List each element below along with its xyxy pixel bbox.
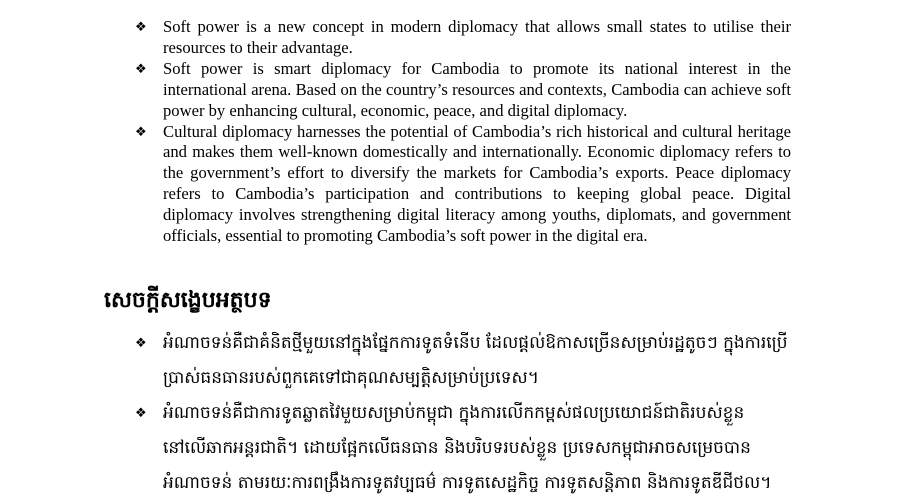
english-summary-list bbox=[135, 17, 791, 247]
diamond-bullet-icon: ❖ bbox=[135, 406, 147, 421]
list-item bbox=[135, 396, 791, 500]
list-item-text: អំណាចទន់គឺជាការទូតឆ្លាតវៃមួយសម្រាប់កម្ពុជា ក្នុងការលើកកម្ពស់ផលប្រយោជន៍ជាតិរបស់ខ្លួននៅលើឆាកអន្តរជាតិ។ ដោយផ្អែកលើធនធាន និងបរិបទរបស់ខ្លួន ប្រទេសកម្ពុជាអាចសម្រេចបានអំណាចទន់ តាមរយៈការពង្រឹងការទូតវប្បធម៌ ការទូតសេដ្ឋកិច្ច ការទូតសន្តិភាព និងការទូតឌីជីថល។ bbox=[163, 403, 772, 493]
diamond-bullet-icon: ❖ bbox=[135, 336, 147, 351]
diamond-bullet-icon: ❖ bbox=[135, 20, 147, 35]
list-item-text: អំណាចទន់គឺជាគំនិតថ្មីមួយនៅក្នុងផ្នែកការទូតទំនើប ដែលផ្តល់ឱកាសច្រើនសម្រាប់រដ្ឋតូចៗ ក្នុងការប្រើប្រាស់ធនធានរបស់ពួកគេទៅជាគុណសម្បត្តិសម្រាប់ប្រទេស។ bbox=[163, 333, 788, 388]
khmer-summary-heading: សេចក្តីសង្ខេបអត្ថបទ bbox=[104, 288, 272, 313]
list-item bbox=[135, 59, 791, 122]
list-item-text: Cultural diplomacy harnesses the potential of Cambodia’s rich historical and cultural heritage and makes them well-known domestically and internationally. Economic diplomacy refers to the government’s effort to diversify the markets for Cambodia’s exports. Peace diplomacy refers to Cambodia’s participation and contributions to keeping global peace. Digital diplomacy involves strengthening digital literacy among youths, diplomats, and government officials, essential to promoting Cambodia’s soft power in the digital era. bbox=[163, 121, 791, 246]
list-item bbox=[135, 326, 791, 396]
list-item-text: Soft power is a new concept in modern diplomacy that allows small states to utilise their resources to their advantage. bbox=[163, 17, 791, 57]
diamond-bullet-icon: ❖ bbox=[135, 124, 147, 140]
list-item bbox=[135, 122, 791, 247]
diamond-bullet-icon: ❖ bbox=[135, 61, 147, 77]
list-item bbox=[135, 17, 791, 59]
khmer-summary-list bbox=[135, 326, 791, 500]
list-item-text: Soft power is smart diplomacy for Cambodia to promote its national interest in the international arena. Based on the country’s resources and contexts, Cambodia can achieve soft power by enhancing cultural, economic, peace, and digital diplomacy. bbox=[163, 58, 791, 120]
